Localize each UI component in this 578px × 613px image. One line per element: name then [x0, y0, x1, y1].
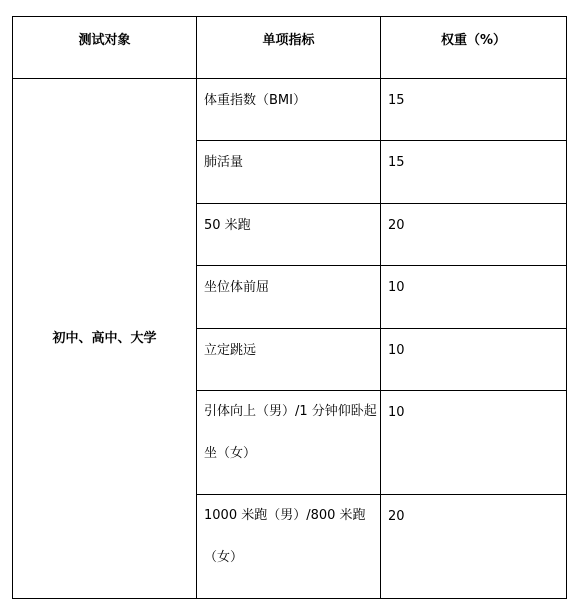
- indicator-cell: 立定跳远: [197, 329, 381, 391]
- weight-cell: 10: [381, 391, 567, 495]
- header-subject: 测试对象: [13, 17, 197, 79]
- fitness-weight-table: [12, 16, 567, 599]
- weight-cell: 15: [381, 141, 567, 204]
- table-header-row: [13, 17, 567, 79]
- weight-cell: 15: [381, 79, 567, 141]
- weight-cell: 20: [381, 204, 567, 266]
- weight-cell: 20: [381, 495, 567, 599]
- weight-cell: 10: [381, 329, 567, 391]
- table-row: [13, 79, 567, 141]
- header-weight: 权重（%）: [381, 17, 567, 79]
- indicator-cell: 坐位体前屈: [197, 266, 381, 329]
- header-indicator: 单项指标: [197, 17, 381, 79]
- indicator-cell: 体重指数（BMI）: [197, 79, 381, 141]
- indicator-cell: 1000 米跑（男）/800 米跑（女）: [197, 495, 381, 599]
- indicator-cell: 50 米跑: [197, 204, 381, 266]
- weight-cell: 10: [381, 266, 567, 329]
- indicator-cell: 肺活量: [197, 141, 381, 204]
- subject-cell: 初中、高中、大学: [13, 79, 197, 599]
- indicator-cell: 引体向上（男）/1 分钟仰卧起坐（女）: [197, 391, 381, 495]
